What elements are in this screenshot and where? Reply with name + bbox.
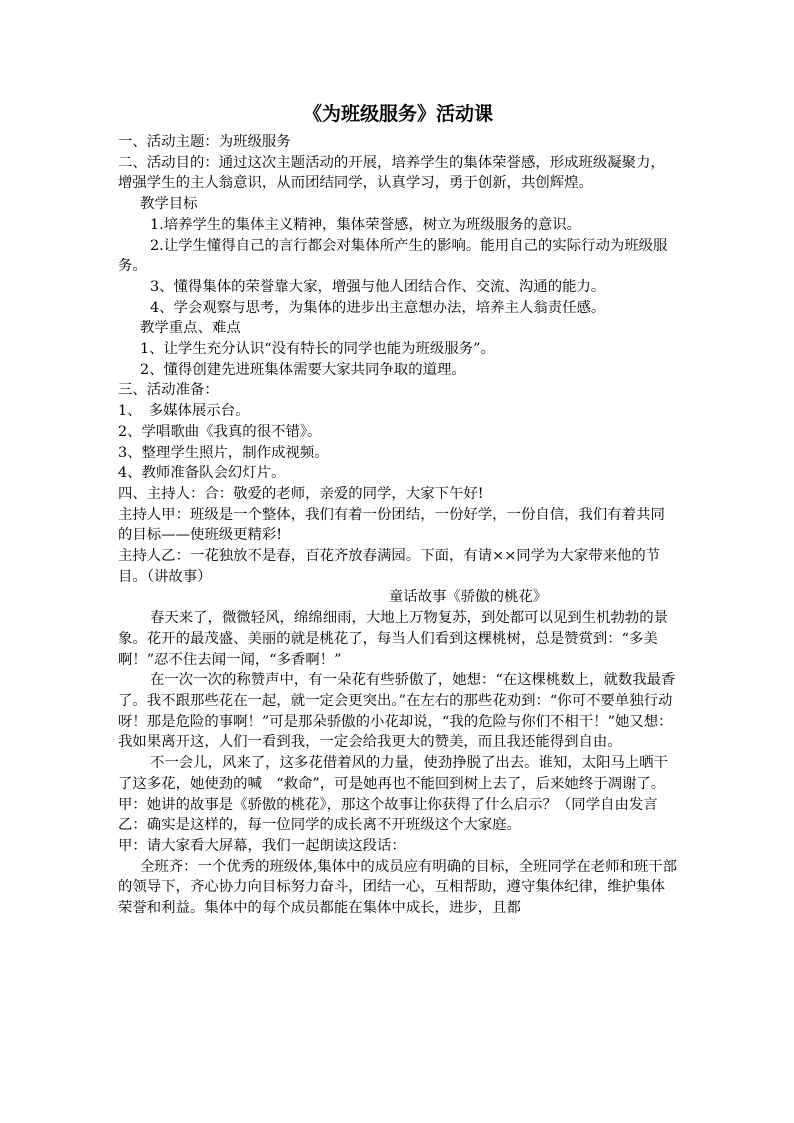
- paragraph: 2、懂得创建先进班集体需要大家共同争取的道理。: [140, 361, 466, 378]
- paragraph: 4、教师准备队会幻灯片。: [118, 465, 286, 482]
- paragraph: 1.培养学生的集体主义精神，集体荣誉感，树立为班级服务的意识。: [150, 216, 582, 233]
- paragraph: 主持人甲：班级是一个整体，我们有着一份团结，一份好学，一份自信，我们有着共同的目标——使班级更精彩!: [118, 506, 665, 544]
- paragraph: 三、活动准备：: [118, 382, 219, 399]
- paragraph: 春天来了，微微轻风，绵绵细雨，大地上万物复苏，到处都可以见到生机勃勃的景象。花开的最茂盛、美丽的就是桃花了，每当人们看到这棵桃树，总是赞赏到：“多美啊！”忍不住去闻一闻，“多香啊！”: [118, 610, 669, 668]
- paragraph: 一、活动主题：为班级服务: [118, 134, 291, 150]
- paragraph: 教学重点、难点: [140, 320, 241, 337]
- paragraph: 不一会儿，风来了，这多花借着风的力量，使劲挣脱了出去。谁知，太阳马上晒干了这多花，她使劲的喊 “救命”，可是她再也不能回到树上去了，后来她终于凋谢了。: [118, 755, 669, 792]
- paragraph: 主持人乙：一花独放不是春，百花齐放春满园。下面，有请××同学为大家带来他的节目。（讲故事）: [118, 548, 661, 585]
- paragraph: 乙：确实是这样的，每一位同学的成长离不开班级这个大家庭。: [118, 817, 521, 834]
- paragraph: 四、主持人：合：敬爱的老师，亲爱的同学，大家下午好!: [118, 485, 484, 502]
- paragraph: 2、学唱歌曲《我真的很不错》。: [118, 423, 322, 440]
- paragraph: 全班齐：一个优秀的班级体,集体中的成员应有明确的目标，全班同学在老师和班干部的领导下，齐心协力向目标努力奋斗，团结一心，互相帮助，遵守集体纪律，维护集体荣誉和利益。集体中的每个成员都能在集体中成长，进步，且都: [118, 858, 678, 917]
- paragraph: 2.让学生懂得自己的言行都会对集体所产生的影响。能用自己的实际行动为班级服务。: [118, 237, 668, 275]
- paragraph: 3、整理学生照片，制作成视频。: [118, 444, 329, 461]
- paragraph: 在一次一次的称赞声中，有一朵花有些骄傲了，她想：“在这棵桃数上，就数我最香了。我不跟那些花在一起，就一定会更突出。”在左右的那些花劝到：“你可不要单独行动呀！那是危险的事啊！”可是那朵骄傲的小花却说，“我的危险与你们不相干！”她又想：我如果离开这，人们一看到我，一定会给我更大的赞美，而且我还能得到自由。: [118, 672, 676, 751]
- document-body: [118, 132, 678, 919]
- paragraph: 3、懂得集体的荣誉靠大家，增强与他人团结合作、交流、沟通的能力。: [150, 278, 606, 295]
- document-title: 《为班级服务》活动课: [302, 103, 493, 125]
- document-page: [118, 100, 678, 919]
- paragraph: 1、让学生充分认识“没有特长的同学也能为班级服务”。: [140, 341, 495, 358]
- paragraph: 甲：请大家看大屏幕，我们一起朗读这段话：: [118, 837, 406, 854]
- paragraph: 教学目标: [140, 196, 198, 213]
- story-title: 童话故事《骄傲的桃花》: [388, 589, 548, 606]
- paragraph: 1、 多媒体展示台。: [118, 403, 250, 420]
- paragraph: 甲：她讲的故事是《骄傲的桃花》，那这个故事让你获得了什么启示？（同学自由发言: [118, 796, 658, 813]
- paragraph: 二、活动目的：通过这次主题活动的开展，培养学生的集体荣誉感，形成班级凝聚力， 增强学生的主人翁意识，从而团结同学，认真学习，勇于创新，共创辉煌。: [118, 154, 673, 192]
- paragraph: 4、学会观察与思考，为集体的进步出主意想办法，培养主人翁责任感。: [150, 299, 606, 316]
